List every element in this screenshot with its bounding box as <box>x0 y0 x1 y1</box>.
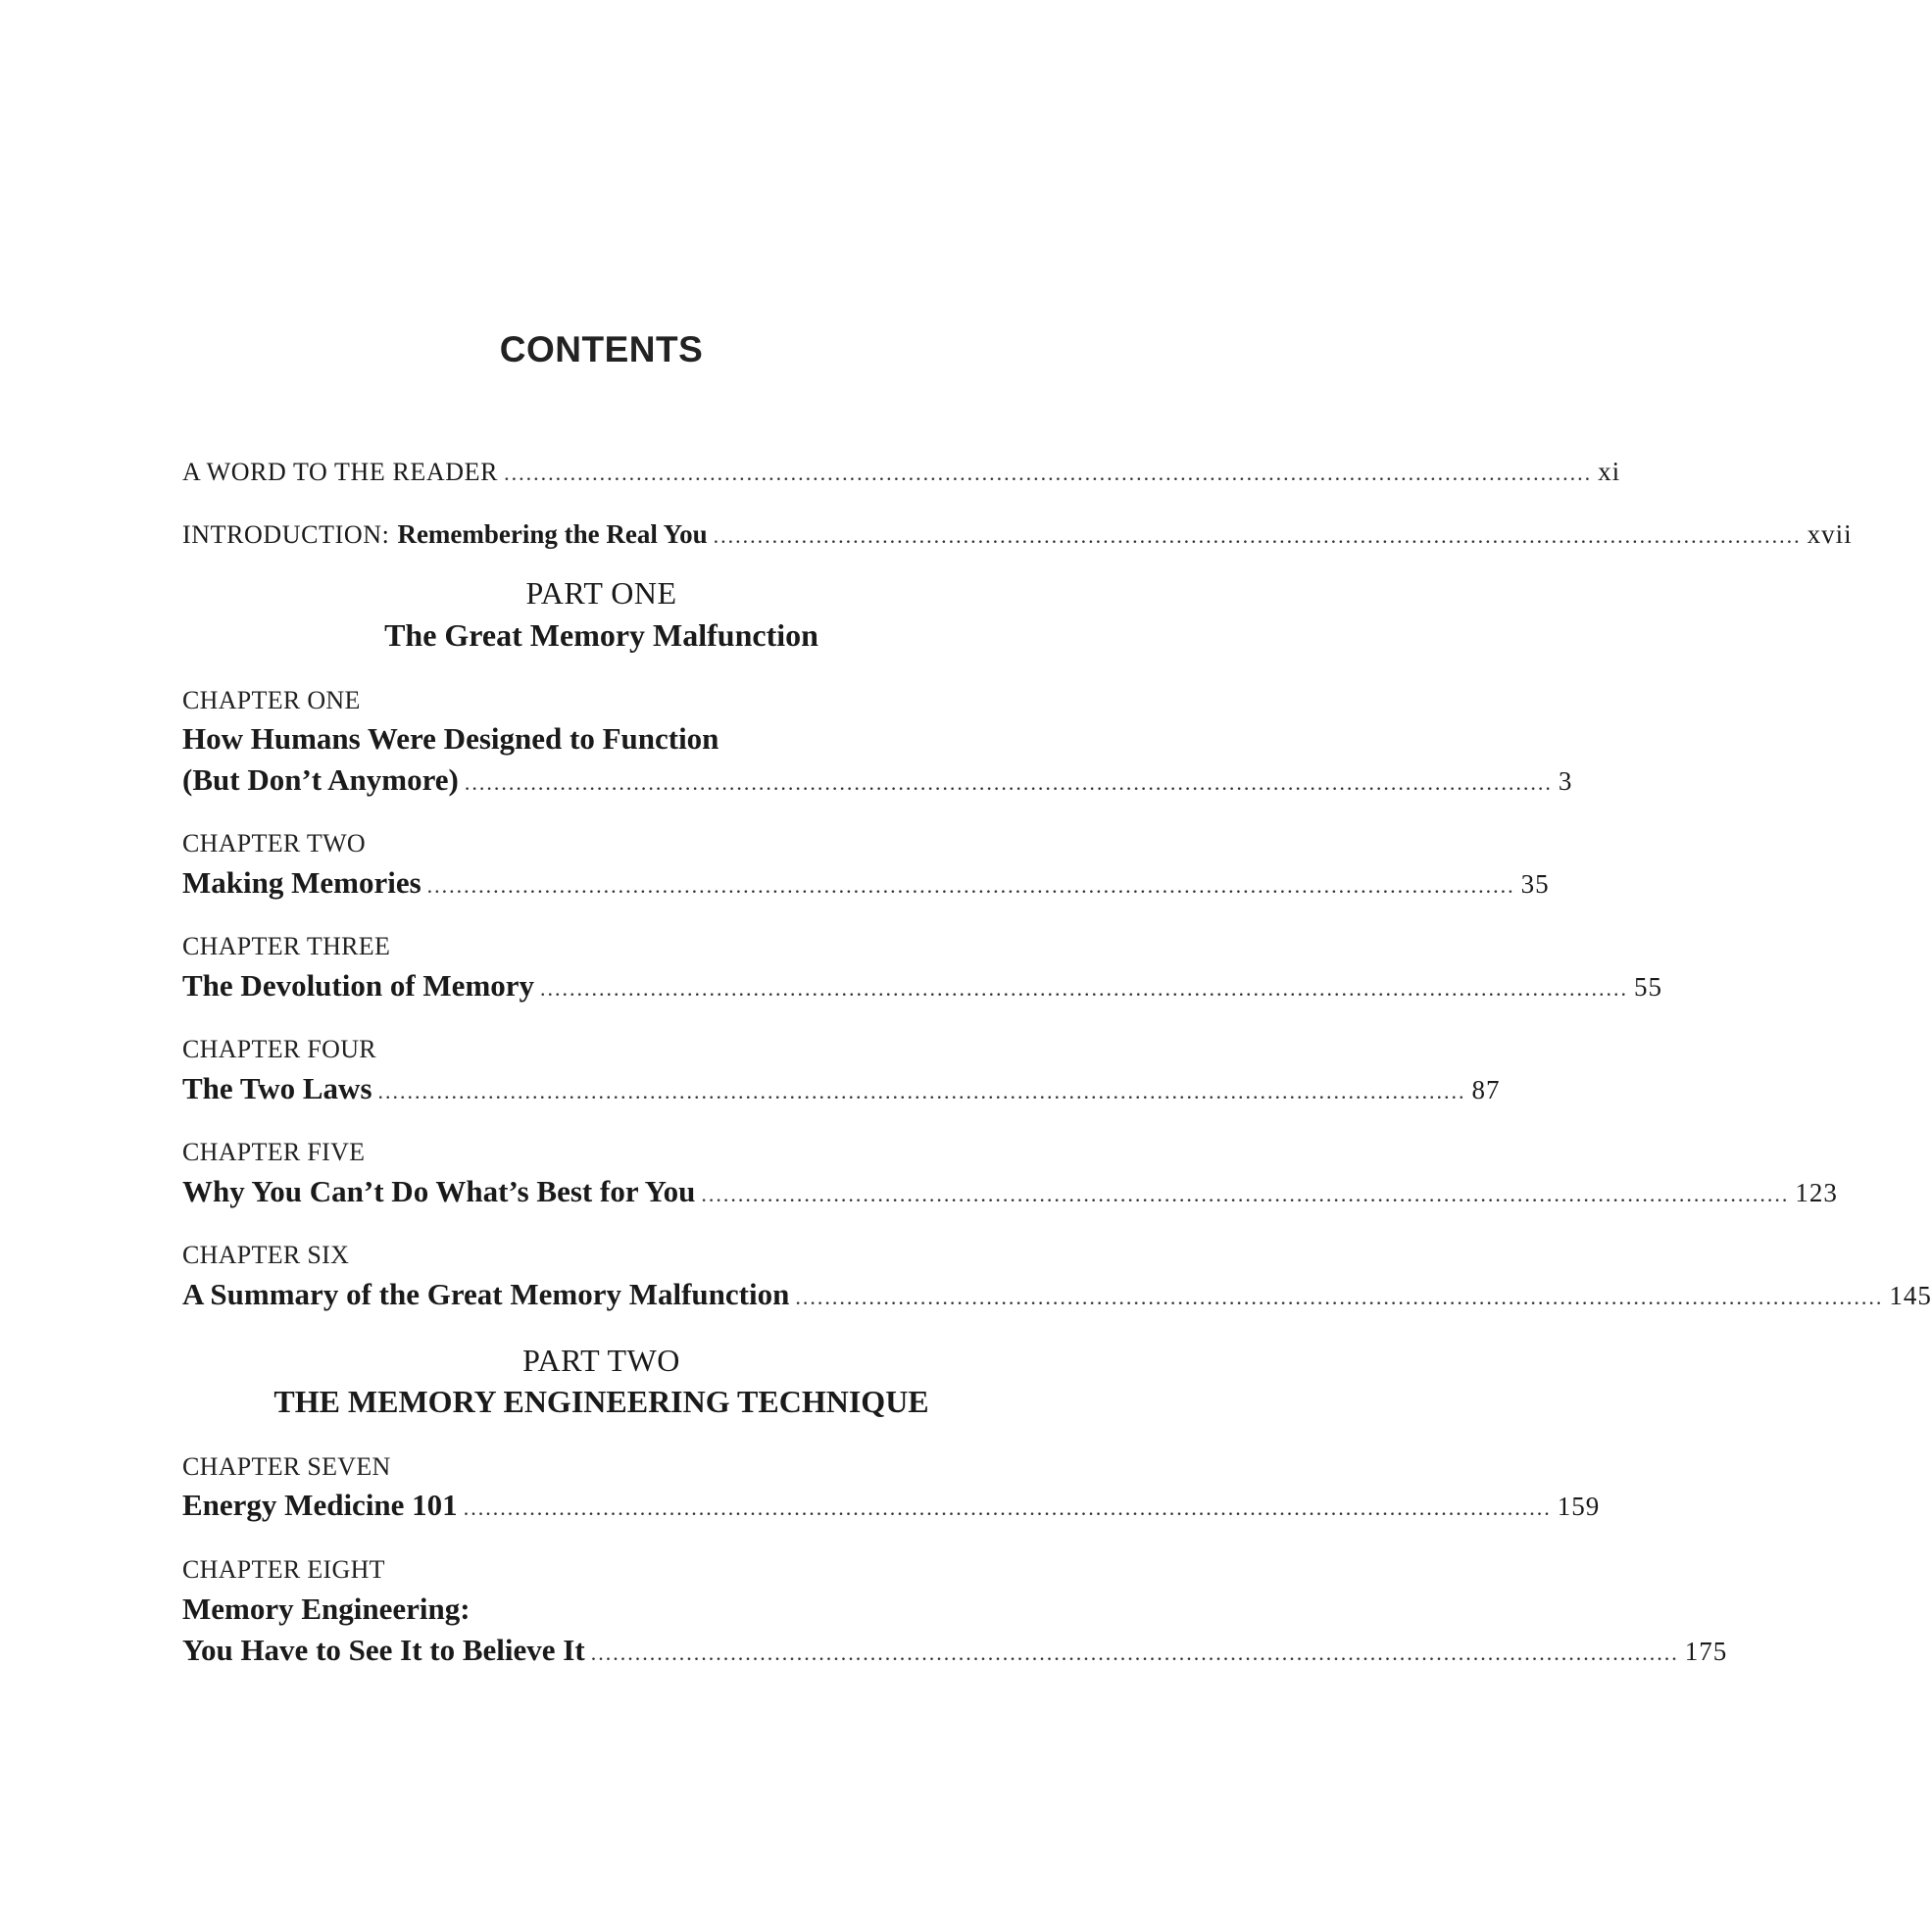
toc-entry-word-to-reader[interactable] <box>182 457 1621 487</box>
chapter-title: A Summary of the Great Memory Malfunction <box>182 1277 790 1311</box>
toc-entry-chapter-four[interactable] <box>182 1071 1501 1106</box>
toc-page-number: 145 <box>1889 1281 1932 1310</box>
chapter-label: CHAPTER ONE <box>182 686 361 714</box>
toc-entry-chapter-one[interactable] <box>182 762 1573 798</box>
chapter-title: Energy Medicine 101 <box>182 1488 458 1522</box>
chapter-label: CHAPTER SEVEN <box>182 1452 391 1481</box>
toc-page-number: xvii <box>1807 519 1853 549</box>
chapter-title-line[interactable]: How Humans Were Designed to Function <box>182 721 719 756</box>
chapter-label: CHAPTER EIGHT <box>182 1555 385 1584</box>
leader-dots: .................................................................................................................................................... <box>701 1182 1790 1206</box>
part-two-title: THE MEMORY ENGINEERING TECHNIQUE <box>273 1384 929 1419</box>
leader-dots: .................................................................................................................................................... <box>504 461 1593 485</box>
chapter-title: The Devolution of Memory <box>182 968 535 1003</box>
toc-page-number: xi <box>1598 457 1621 486</box>
toc-entry-title: Remembering the Real You <box>397 519 708 549</box>
toc-entry-prefix: INTRODUCTION: <box>182 520 390 549</box>
part-one-title: The Great Memory Malfunction <box>384 617 818 653</box>
chapter-title: (But Don’t Anymore) <box>182 762 459 797</box>
leader-dots: .................................................................................................................................................... <box>590 1641 1679 1665</box>
leader-dots: .................................................................................................................................................... <box>464 770 1553 795</box>
toc-entry-chapter-seven[interactable] <box>182 1488 1601 1523</box>
chapter-label: CHAPTER FIVE <box>182 1138 366 1166</box>
chapter-label: CHAPTER FOUR <box>182 1035 376 1063</box>
part-two-label: PART TWO <box>522 1343 680 1378</box>
leader-dots: .................................................................................................................................................... <box>426 873 1515 898</box>
chapter-title-line[interactable]: Memory Engineering: <box>182 1592 471 1626</box>
toc-entry-chapter-three[interactable] <box>182 968 1663 1004</box>
toc-page-number: 3 <box>1558 766 1573 796</box>
chapter-title: The Two Laws <box>182 1071 372 1105</box>
part-one-label: PART ONE <box>525 575 677 611</box>
toc-page-number: 175 <box>1684 1637 1728 1666</box>
toc-page-number: 55 <box>1634 972 1663 1002</box>
toc-entry-introduction[interactable] <box>182 519 1853 550</box>
toc-entry-chapter-five[interactable] <box>182 1174 1838 1209</box>
leader-dots: .................................................................................................................................................... <box>713 523 1802 548</box>
chapter-label: CHAPTER SIX <box>182 1241 350 1269</box>
chapter-title: Why You Can’t Do What’s Best for You <box>182 1174 696 1208</box>
leader-dots: .................................................................................................................................................... <box>377 1079 1466 1103</box>
toc-entry-chapter-two[interactable] <box>182 865 1550 901</box>
chapter-label: CHAPTER THREE <box>182 932 391 960</box>
toc-page-number: 159 <box>1557 1492 1601 1521</box>
toc-page-number: 123 <box>1795 1178 1838 1207</box>
toc-entry-chapter-eight[interactable] <box>182 1633 1728 1668</box>
chapter-title: Making Memories <box>182 865 421 900</box>
toc-entry-label: A WORD TO THE READER <box>182 458 499 486</box>
toc-entry-chapter-six[interactable] <box>182 1277 1932 1312</box>
leader-dots: .................................................................................................................................................... <box>540 976 1629 1001</box>
chapter-title: You Have to See It to Believe It <box>182 1633 585 1667</box>
toc-page-number: 87 <box>1471 1075 1501 1104</box>
toc-page-number: 35 <box>1520 869 1550 899</box>
leader-dots: .................................................................................................................................................... <box>463 1495 1552 1520</box>
contents-title: CONTENTS <box>499 329 704 369</box>
leader-dots: .................................................................................................................................................... <box>795 1285 1884 1309</box>
chapter-label: CHAPTER TWO <box>182 829 366 858</box>
